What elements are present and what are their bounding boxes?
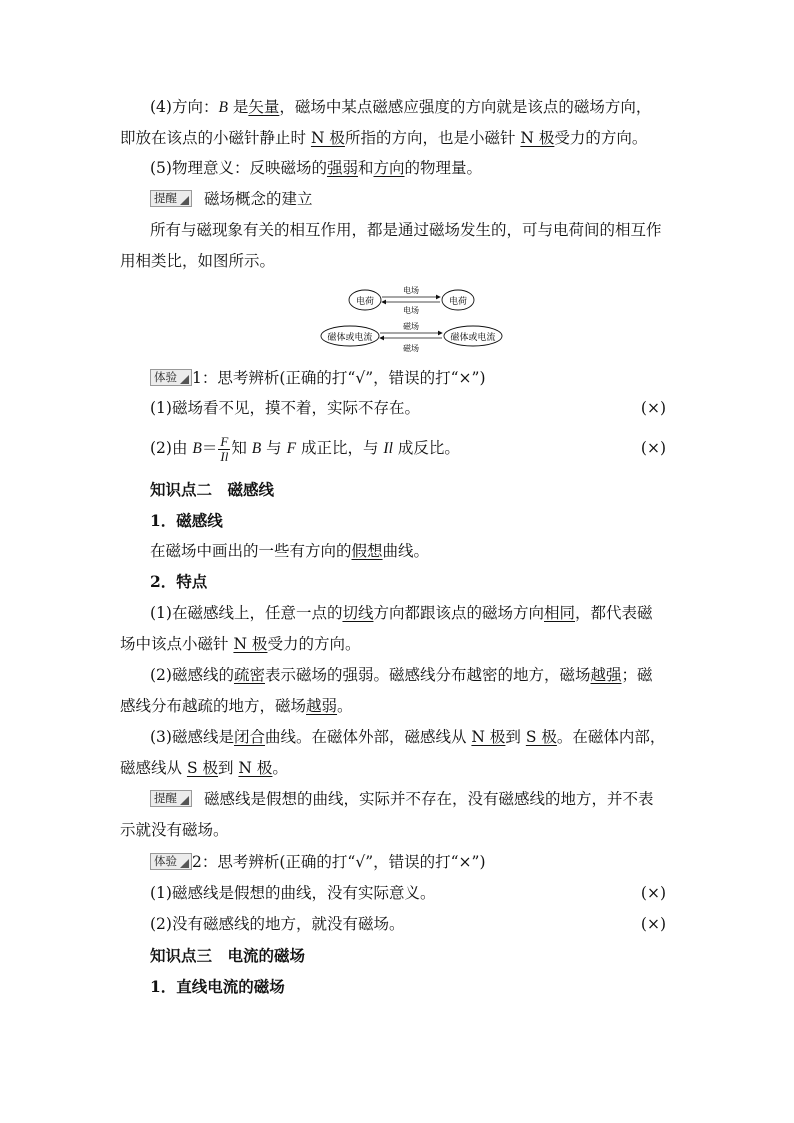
exp1-q2-know: 知 [231,439,252,457]
exp1-q2-symbol-il: Il [383,440,393,457]
exp2-q2-text: (2)没有磁感线的地方，就没有磁场。 [150,915,405,933]
experience-tag-2: 体验 [150,853,192,870]
feature2-text-b: 表示磁场的强弱。磁感线分布越密的地方，磁场 [264,666,591,684]
tip1-line-2: 用相类比，如图所示。 [120,252,276,270]
feature2-line-1 [150,665,676,685]
section2-heading-1: 1．磁感线 [150,511,223,530]
magnet-right-label: 磁体或电流 [450,333,496,343]
feature2-line2-a: 感线分布越疏的地方，磁场 [120,697,307,715]
exp2-q1 [150,883,676,903]
feature1-text-c: ，都代表磁 [575,604,653,622]
exp2-q1-text: (1)磁感线是假想的曲线，没有实际意义。 [150,884,436,902]
exp1-q2-symbol-b2: B [251,440,262,457]
direction-text-c: 受力的方向。 [554,129,648,147]
exp1-q2-end: 成反比。 [392,439,460,457]
answer-vector: 矢量 [248,98,280,116]
feature1-text-b: 方向都跟该点的磁场方向 [373,604,544,622]
answer-direction: 方向 [373,159,405,177]
feature2-text-c: ；磁 [621,666,653,684]
exp2-title: 2：思考辨析(正确的打“√”，错误的打“×”) [192,853,486,871]
exp1-q2-mid2: 成正比，与 [296,439,384,457]
tip1-heading [150,189,676,209]
answer-n-pole-1: N 极 [310,129,345,147]
feature3-line-2 [120,758,676,778]
interaction-diagram [318,283,508,355]
section2-title: 知识点二 磁感线 [150,480,275,499]
meaning-line [150,158,676,178]
feature1-line-1 [150,603,676,623]
exp1-q2-symbol-f: F [286,440,297,457]
direction-line-2 [120,128,676,148]
meaning-and: 和 [357,159,374,177]
answer-closed: 闭合 [233,728,265,746]
answer-imaginary: 假想 [351,542,383,560]
exp2-heading [150,852,676,872]
exp1-q2 [150,434,676,464]
exp1-q1 [150,398,676,418]
experience-tag: 体验 [150,369,192,386]
charge-right-label: 电荷 [448,297,468,307]
tip1-title: 磁场概念的建立 [204,190,313,208]
answer-tangent: 切线 [342,604,374,622]
fraction-f-over-il [218,435,230,464]
exp2-q2-answer: (×) [640,915,666,933]
exp2-q1-answer: (×) [640,884,666,902]
exp1-q1-text: (1)磁场看不见，摸不着，实际不存在。 [150,399,420,417]
answer-density: 疏密 [233,666,265,684]
exp1-heading [150,368,676,388]
direction-text-b: 所指的方向，也是小磁针 [344,129,521,147]
exp1-q2-pre: (2)由 [150,439,193,457]
mag-top-label: 磁场 [403,322,419,331]
feature1-text-a: (1)在磁感线上，任意一点的 [150,604,343,622]
tip2-line-2: 示就没有磁场。 [120,821,229,839]
feature2-line-2 [120,696,676,716]
section3-title: 知识点三 电流的磁场 [150,946,306,965]
exp1-title: 1：思考辨析(正确的打“√”，错误的打“×”) [192,369,486,387]
definition-text-b: 曲线。 [382,542,430,560]
feature3-line-1 [150,727,676,747]
answer-same: 相同 [544,604,576,622]
tip1-line-1: 所有与磁现象有关的相互作用，都是通过磁场发生的，可与电荷间的相互作 [150,221,662,239]
feature3-to2: 到 [217,759,239,777]
feature2-text-a: (2)磁感线的 [150,666,234,684]
section3-heading-1: 1．直线电流的磁场 [150,977,285,996]
meaning-prefix: (5)物理意义：反映磁场的 [150,159,327,177]
section2-definition [150,541,676,561]
exp1-q2-symbol-b: B [192,440,202,457]
direction-rest: ，磁场中某点磁感应强度的方向就是该点的磁场方向， [279,98,652,116]
tip-tag-2: 提醒 [150,790,192,807]
feature2-line2-b: 。 [337,697,353,715]
exp1-q2-equals: ＝ [201,439,218,457]
answer-n-pole-5: N 极 [238,759,273,777]
direction-is: 是 [227,98,249,116]
feature1-line-2 [120,634,676,654]
feature3-line2-a: 磁感线从 [120,759,187,777]
section2-heading-2: 2．特点 [150,572,208,591]
field-bottom-label: 电场 [403,306,419,315]
mag-bottom-label: 磁场 [403,344,419,353]
feature3-to: 到 [505,728,526,746]
answer-s-pole-1: S 极 [525,728,557,746]
tip2-text: 磁感线是假想的曲线，实际并不存在，没有磁感线的地方，并不表 [204,790,654,808]
field-top-label: 电场 [403,286,419,295]
direction-text-a: 即放在该点的小磁针静止时 [120,129,311,147]
fraction-numerator: F [220,433,229,449]
direction-prefix: (4)方向： [150,98,219,116]
exp1-q1-answer: (×) [640,399,666,417]
answer-weaker: 越弱 [306,697,338,715]
answer-n-pole-3: N 极 [233,635,268,653]
feature3-text-b: 曲线。在磁体外部，磁感线从 [264,728,472,746]
exp1-q2-mid: 与 [261,439,287,457]
feature1-line2-a: 场中该点小磁针 [120,635,234,653]
direction-line-1 [150,97,676,118]
magnet-left-label: 磁体或电流 [327,333,373,343]
meaning-suffix: 的物理量。 [404,159,483,177]
answer-n-pole-2: N 极 [520,129,555,147]
fraction-denominator: Il [220,448,229,464]
tip-tag: 提醒 [150,190,192,207]
feature3-line2-b: 。 [272,759,288,777]
exp1-q2-answer: (×) [640,439,666,457]
exp2-q2 [150,914,676,934]
definition-text-a: 在磁场中画出的一些有方向的 [150,542,352,560]
feature1-line2-b: 受力的方向。 [267,635,361,653]
feature3-text-c: 。在磁体内部， [556,728,666,746]
tip2-line-1 [150,789,676,809]
answer-n-pole-4: N 极 [471,728,506,746]
feature3-text-a: (3)磁感线是 [150,728,234,746]
answer-stronger: 越强 [590,666,622,684]
charge-left-label: 电荷 [355,297,375,307]
answer-s-pole-2: S 极 [186,759,218,777]
symbol-b: B [218,99,228,116]
answer-strength: 强弱 [326,159,358,177]
